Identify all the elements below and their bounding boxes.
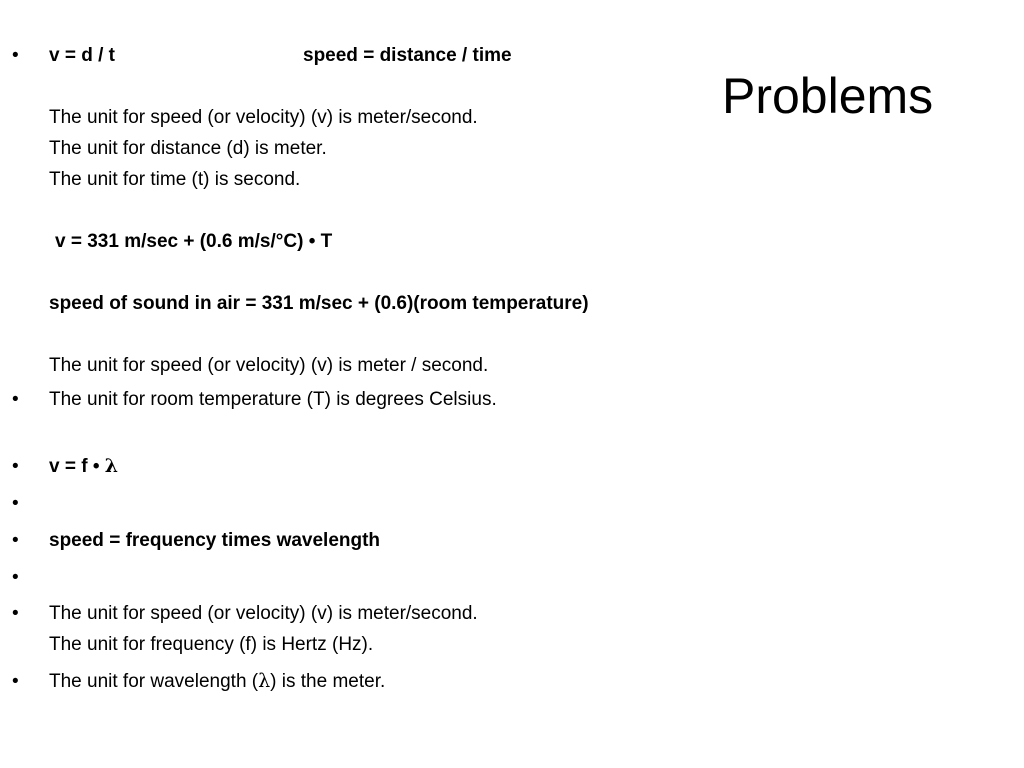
bullet-dot: • [12,389,19,410]
bullet-dot: • [12,493,19,514]
bullet-text: The unit for room temperature (T) is degrees Celsius. [49,389,497,410]
bullet-text [49,451,118,482]
formula-vdt: v = d / t [49,45,115,66]
formula-sound-speed-words: speed of sound in air = 331 m/sec + (0.6)(room temperature) [49,293,589,314]
bullet-dot: • [12,456,19,477]
unit-speed-line-3: The unit for speed (or velocity) (v) is meter/second. [49,603,478,624]
bullet-text: speed = frequency times wavelength [49,530,381,551]
bullet-text [49,666,385,697]
bullet-dot: • [12,603,19,624]
lambda-symbol: λ [104,455,119,477]
bullet-dot: • [12,45,19,66]
bullet-text [49,40,589,381]
lambda-symbol: λ [258,670,271,692]
wavelength-post: ) is the meter. [270,671,386,692]
unit-time-line: The unit for time (t) is second. [49,169,301,190]
formula-vdt-words: speed = distance / time [303,45,512,66]
bullet-dot: • [12,567,19,588]
unit-speed-line: The unit for speed (or velocity) (v) is meter/second. [49,107,478,128]
formula-vf: v = f • [49,456,105,477]
formula-line [49,40,589,71]
unit-frequency-line: The unit for frequency (f) is Hertz (Hz). [49,634,374,655]
bullet-dot: • [12,671,19,692]
bullet-text [49,598,478,660]
unit-distance-line: The unit for distance (d) is meter. [49,138,327,159]
bullet-dot: • [12,530,19,551]
unit-speed-line-2: The unit for speed (or velocity) (v) is meter / second. [49,355,489,376]
slide-title: Problems [722,68,934,124]
wavelength-pre: The unit for wavelength ( [49,671,259,692]
formula-sound-speed: v = 331 m/sec + (0.6 m/s/°C) • T [55,231,333,252]
